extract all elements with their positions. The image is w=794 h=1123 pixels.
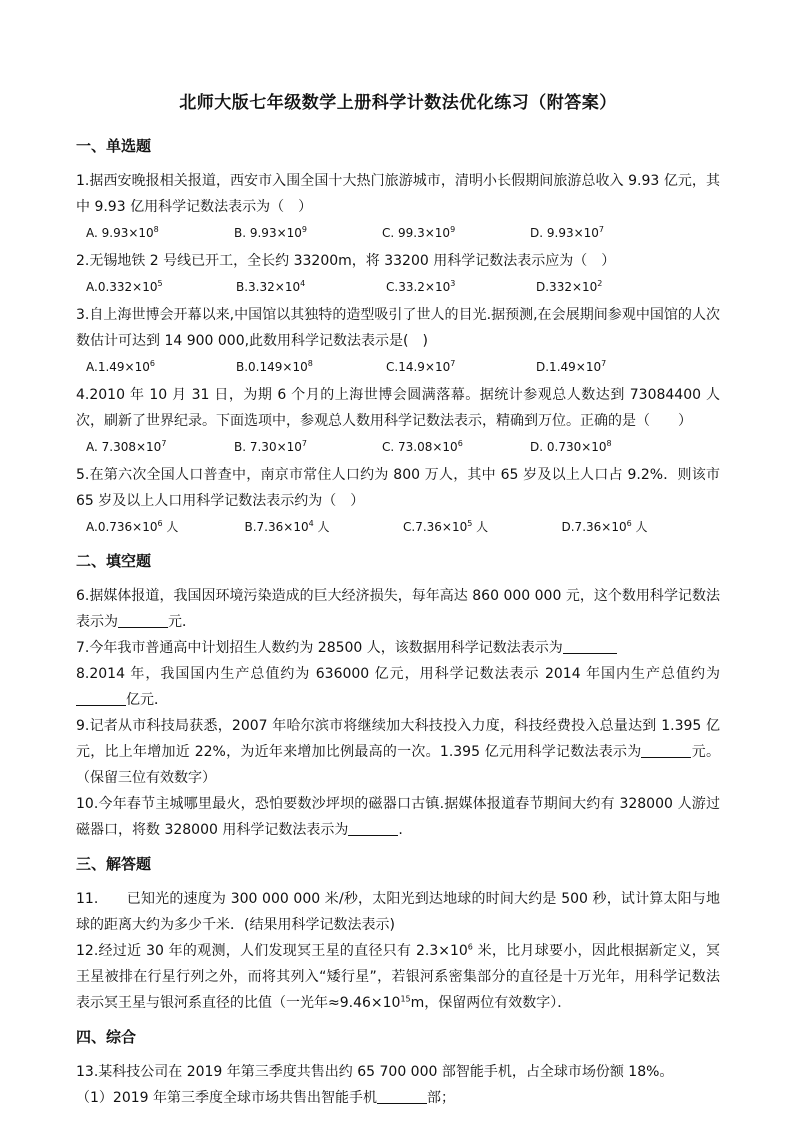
question-7: 7.今年我市普通高中计划招生人数约为 28500 人，该数据用科学记数法表示为: [76, 635, 720, 661]
option-b: $B.3.32\times 10^4$: [236, 279, 306, 294]
question-2-options: [76, 274, 720, 300]
option-a: A. $7.308\times 10^7$: [86, 439, 167, 454]
answer-blank[interactable]: [563, 639, 617, 654]
option-c: $C.14.9\times 10^7$: [386, 359, 456, 374]
answer-blank[interactable]: [118, 613, 168, 628]
option-d: D. $9.93\times 10^7$: [530, 225, 605, 240]
option-a: $A.0.736\times 10^6$ 人: [86, 519, 179, 534]
question-8: 8.2014 年，我国国内生产总值约为 636000 亿元，用科学记数法表示 2014 年国内生产总值约为亿元．: [76, 666, 720, 708]
question-3-options: [76, 354, 720, 380]
question-6: 6.据媒体报道，我国因环境污染造成的巨大经济损失，每年高达 860 000 000 元，这个数用科学记数法表示为 元．: [76, 588, 720, 630]
option-c: C. $73.08\times 10^6$: [382, 439, 463, 454]
option-a: $A.0.332\times 10^5$: [86, 279, 163, 294]
answer-blank[interactable]: [377, 1089, 427, 1104]
question-1-options: [76, 220, 720, 246]
option-a: $A.1.49\times 10^6$: [86, 359, 155, 374]
question-4-options: [76, 434, 720, 460]
question-13: 13.某科技公司在 2019 年第三季度共售出约 65 700 000 部智能手机，占全球市场份额 18%。: [76, 1064, 674, 1080]
option-b: B. $9.93\times 10^9$: [234, 225, 307, 240]
option-d: $D.7.36\times 10^6$ 人: [561, 519, 648, 534]
question-12: 12.经过近 30 年的观测，人们发现冥王星的直径只有 $2.3\times 10^6$ 米，比月球要小，因此根据新定义，冥王星被排在行星行列之外，而将其列入“矮行星”，若银河系密集部分的直径是十万光年，用科学记数法表示冥王星与银河系直径的比值（一光年$\approx 9.46\times 10^{15}m$，保留两位有效数字）．: [76, 942, 720, 1011]
question-10: 10.今年春节主城哪里最火，恐怕要数沙坪坝的磁器口古镇.据媒体报道春节期间大约有 328000 人游过磁器口，将数 328000 用科学记数法表示为 .: [76, 796, 720, 838]
option-b: $B.0.149\times 10^8$: [236, 359, 313, 374]
answer-blank[interactable]: [348, 821, 398, 836]
option-b: $B.7.36\times 10^4$ 人: [244, 519, 330, 534]
section-heading-comprehensive: 四、综合: [76, 1028, 137, 1046]
question-5-options: [76, 514, 720, 540]
question-2: 2.无锡地铁 2 号线已开工，全长约 33200m，将 33200 用科学记数法表示应为（ ）: [76, 253, 616, 269]
option-c: $C.33.2\times 10^3$: [386, 279, 456, 294]
question-4: 4.2010 年 10 月 31 日，为期 6 个月的上海世博会圆满落幕。据统计参观总人数达到 73084400 人次，刷新了世界纪录。下面选项中，参观总人数用科学记数法表示，精确到万位。正确的是（ ）: [76, 387, 720, 429]
question-3: 3.自上海世博会开幕以来,中国馆以其独特的造型吸引了世人的目光.据预测,在会展期间参观中国馆的人次数估计可达到 14 900 000,此数用科学记数法表示是( ): [76, 307, 720, 349]
option-d: $D.1.49\times 10^7$: [536, 359, 607, 374]
option-d: D. $0.730\times 10^8$: [530, 439, 612, 454]
question-5: 5.在第六次全国人口普查中，南京市常住人口约为 800 万人，其中 65 岁及以上人口占 9.2%．则该市 65 岁及以上人口用科学记数法表示约为（ ）: [76, 467, 720, 509]
section-heading-single-choice: 一、单选题: [76, 137, 152, 155]
question-9: 9.记者从市科技局获悉，2007 年哈尔滨市将继续加大科技投入力度，科技经费投入总量达到 1.395 亿元，比上年增加近 22%，为近年来增加比例最高的一次。1.395 亿元用科学记数法表示为 元。（保留三位有效数字）: [76, 718, 720, 786]
page-title: 北师大版七年级数学上册科学计数法优化练习（附答案）: [179, 93, 617, 113]
section-heading-fill-in: 二、填空题: [76, 552, 152, 570]
answer-blank[interactable]: [641, 743, 691, 758]
answer-blank[interactable]: [76, 691, 126, 706]
question-11: 11. 已知光的速度为 300 000 000 米/秒，太阳光到达地球的时间大约是 500 秒，试计算太阳与地球的距离大约为多少千米．(结果用科学记数法表示): [76, 891, 720, 933]
question-1: 1.据西安晚报相关报道，西安市入围全国十大热门旅游城市，清明小长假期间旅游总收入 9.93 亿元，其中 9.93 亿用科学记数法表示为（ ）: [76, 173, 720, 215]
question-13-part-1: （1）2019 年第三季度全球市场共售出智能手机 部；: [76, 1090, 455, 1106]
option-a: A. $9.93\times 10^8$: [86, 225, 159, 240]
option-c: $C.7.36\times 10^5$ 人: [403, 519, 489, 534]
option-d: $D.332\times 10^2$: [536, 279, 603, 294]
section-heading-solve: 三、解答题: [76, 855, 152, 873]
option-c: C. $99.3\times 10^9$: [382, 225, 456, 240]
option-b: B. $7.30\times 10^7$: [234, 439, 307, 454]
